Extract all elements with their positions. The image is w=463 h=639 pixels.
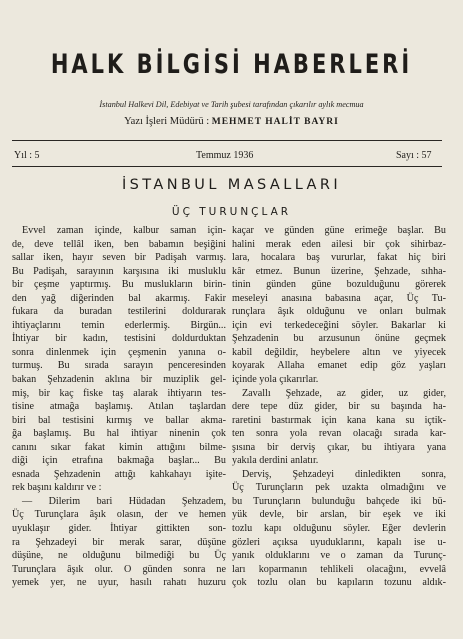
article-line: içinde yola çıkarırlar. (232, 374, 319, 386)
article-line: tozlu kapı olduğunu söyler. Eğer devlerin (232, 523, 446, 535)
article-line: Turunçlara âşık olur. O günden sonra ne (12, 563, 226, 575)
article-line: runçlara âşık olduğunu ve onları bulmak (232, 306, 446, 318)
editor-line (0, 116, 463, 127)
article-line: ları koparmanın tehlikeli olacağını, evvelâ (232, 563, 446, 575)
article-line: koyarak Allaha emanet edip göz yaşları (232, 360, 446, 372)
article-line: Üç Turunçlara âşık olasın, der ve hemen (12, 509, 226, 521)
article-line: — Dilerim bari Hüdadan Şehzadem, (22, 495, 226, 507)
article-line: biri bal testisini kırmış ve ballar akma- (12, 414, 226, 426)
article-line: rek başını kaldırır ve : (12, 482, 102, 494)
article-line: meseleyi anasına babasına açar, Üç Tu- (232, 292, 446, 304)
article-line: turmuş. Bu sırada sarayın penceresinden (12, 360, 226, 372)
article-line: Derviş, Şehzadeyi dinledikten sonra, (242, 468, 446, 480)
header-rule-top (12, 140, 442, 141)
article-line: ra Şehzadeyi bir merak sarar, düşüne (12, 536, 226, 548)
article-line: düşüne, ne olduğunu bilmediği bu Üç (12, 550, 226, 562)
year-label: Yıl : 5 (14, 150, 40, 161)
masthead-title: HALK BİLGİSİ HABERLERİ (50, 49, 413, 79)
article-line: kâr etmez. Bunun üzerine, Şehzade, sıhha- (232, 265, 446, 277)
article-column-left (12, 224, 226, 590)
article-line: Zavallı Şehzade, az gider, uz gider, (242, 387, 446, 399)
article-line: miş, bir kaç fiske taş alarak ihtiyarın tes- (12, 387, 226, 399)
article-line: esnada Şehzadenin attığı kahkahayı işite- (12, 468, 226, 480)
article-line: Evvel zaman içinde, kalbur saman için- (22, 225, 226, 236)
date-label: Temmuz 1936 (196, 150, 254, 161)
article-line: diği için etrafına bakmağa başlar... Bu (12, 455, 226, 467)
article-line: Üç Turunçların pek uzakta olmadığını ve (232, 482, 446, 494)
article-line: raretini bastırmak için kana kana su içtik- (232, 414, 446, 426)
article-line: den yağ diğerinden bal akarmış. Fakir (12, 292, 226, 304)
article-line: kabil değildir, heybelere altın ve yiyecek (232, 346, 446, 358)
article-line: İhtiyar bir kadın, testisini doldurduktan (12, 333, 226, 345)
article-column-right (232, 224, 446, 590)
article-line: bu Turunçların bulunduğu bahçede iki bü- (232, 495, 446, 507)
article-line: tinin günden güne bozulduğunu görerek (232, 279, 446, 291)
article-subtitle: ÜÇ TURUNÇLAR (171, 206, 292, 218)
article-line: canını sıkar fakat kimin attığını bilme- (12, 441, 226, 453)
editor-name: MEHMET HALİT BAYRI (211, 117, 339, 127)
article-line: kaçar ve günden güne erimeğe başlar. Bu (232, 225, 446, 236)
masthead-subtitle: İstanbul Halkevi Dil, Edebiyat ve Tarih şubesi tarafından çıkarılır aylık mecmua (99, 100, 364, 109)
article-line: fukara da buradan testilerini doldurarak (12, 306, 226, 318)
article-line: halini merak eden ailesi bir çok sihirbaz- (232, 238, 446, 250)
article-line: sallar iken, hayır seven bir Padişah varmış. (12, 252, 226, 264)
article-line: çok tozlu olan bu kapıların tozunu aldık- (232, 577, 446, 589)
article-line: ğa başlamış. Bu hal ihtiyar ninenin çok (12, 428, 226, 440)
header-rule-bottom (12, 166, 442, 167)
article-line: bir çeşme yaptırmış. Bu muslukların birin- (12, 279, 226, 291)
article-line: uyuklaşır gider. İhtiyar gittikten son- (12, 523, 226, 535)
article-line: yemek yer, ne uyur, hasılı rahatı huzuru (12, 577, 226, 589)
editor-label: Yazı İşleri Müdürü : (124, 116, 210, 127)
article-line: yanık olduklarını ve o zaman da Turunç- (232, 550, 446, 562)
article-line: Bu Padişah, sarayının karşısına iki musluklu (12, 265, 226, 277)
article-line: için evi terkedeceğini söyler. Bakarlar ki (232, 319, 446, 331)
article-line: şısına bir derviş çıkar, bu ihtiyara yana (232, 441, 446, 453)
article-line: yakıla derdini anlatır. (232, 455, 319, 467)
article-line: gözleri açıksa uyuduklarını, kapalı ise u- (232, 536, 446, 548)
article-line: ihtiyaçlarını temin ederlermiş. Birgün... (12, 319, 226, 331)
article-line: sonra dinlenmek için çeşmenin yanına o- (12, 346, 226, 358)
article-line: de, deve tellâl iken, ben babamın beşiğini (12, 238, 226, 250)
issue-label: Sayı : 57 (396, 150, 432, 161)
article-line: lara, hocalara baş vururlar, fakat hiç biri (232, 252, 446, 264)
article-line: ten sonra yola revan olacağı sırada kar- (232, 428, 446, 440)
article-line: tisine atmağa başlamış. Atılan taşlardan (12, 401, 226, 413)
article-line: yük devle, bir arslan, bir eşek ve iki (232, 509, 446, 521)
article-line: bakan Şehzadenin aklına bir muziplik gel- (12, 374, 226, 386)
article-line: Şehzadenin bu arzusunun önüne geçmek (232, 333, 446, 345)
article-line: dere tepe düz gider, bir su başında ha- (232, 401, 446, 413)
article-title: İSTANBUL MASALLARI (121, 177, 341, 193)
